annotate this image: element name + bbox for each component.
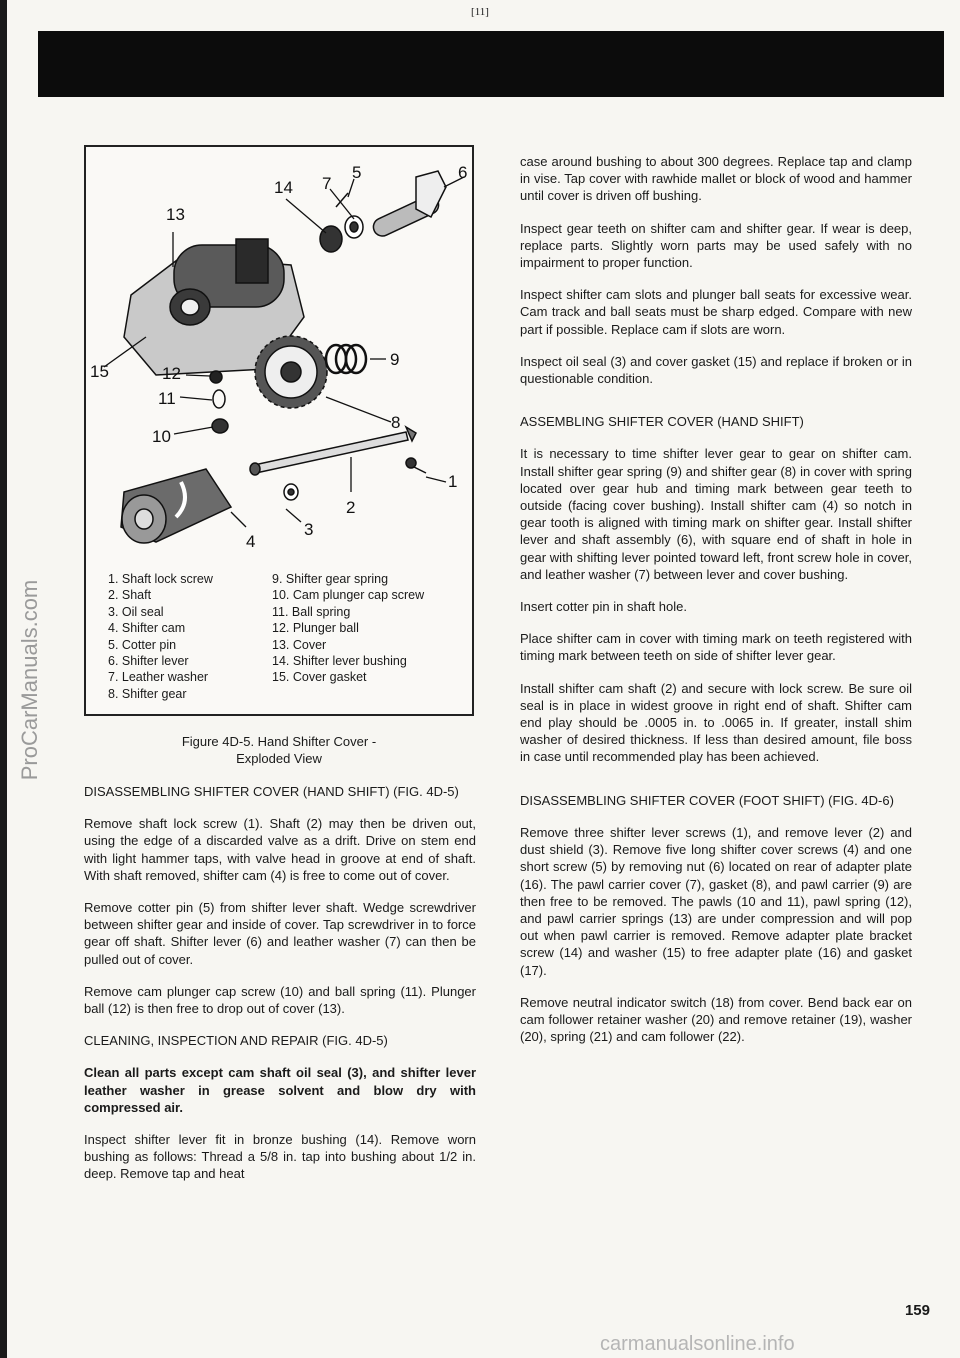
legend-item: 7. Leather washer [108,670,209,685]
scan-margin-bar [0,0,7,1358]
callout-4: 4 [246,532,256,551]
callout-3: 3 [304,520,314,539]
callout-15: 15 [90,362,109,381]
shifter-lever [370,171,446,239]
side-watermark: ProCarManuals.com [17,579,42,781]
legend-item: 1. Shaft lock screw [108,572,213,586]
paragraph: case around bushing to about 300 degrees. Replace tap and clamp in vise. Tap cover with rawhide mallet or block of wood and hammer until cover is driven off bushing. [520,154,912,204]
paragraph: Remove cam plunger cap screw (10) and ball spring (11). Plunger ball (12) is then free to drop out of cover (13). [84,983,476,1017]
shifter-gear [255,336,327,408]
shaft-lock-screw [406,458,426,473]
legend-item: 13. Cover [272,637,327,652]
shifter-cam [121,469,231,543]
callout-5: 5 [352,163,362,182]
left-text-column [84,783,476,1198]
section-heading: ASSEMBLING SHIFTER COVER (HAND SHIFT) [520,414,804,430]
callout-10: 10 [152,427,171,446]
callout-2: 2 [346,498,356,517]
caption-line: Exploded View [236,751,322,766]
header-banner [38,31,944,97]
exploded-view-figure [84,145,474,716]
exploded-view-illustration [86,147,472,567]
callout-7: 7 [322,174,332,193]
footer-watermark: carmanualsonline.info [600,1333,795,1355]
legend-item: 12. Plunger ball [272,621,359,636]
legend-item: 6. Shifter lever [108,654,189,669]
callout-13: 13 [166,205,185,224]
legend-item: 15. Cover gasket [272,670,367,685]
callout-11: 11 [158,389,176,408]
figure-caption [84,733,474,767]
paragraph: Inspect oil seal (3) and cover gasket (15) and replace if broken or in questionable condition. [520,353,912,387]
legend-item: 10. Cam plunger cap screw [272,588,425,603]
section-heading: DISASSEMBLING SHIFTER COVER (HAND SHIFT) (FIG. 4D-5) [84,784,459,799]
plunger-parts [210,371,228,433]
bushing-washer-pin [320,193,363,252]
legend-item: 5. Cotter pin [108,637,177,652]
caption-line: Figure 4D-5. Hand Shifter Cover - [181,734,377,749]
callout-6: 6 [458,163,468,182]
page-marker: [11] [471,6,489,18]
legend-item: 11. Ball spring [272,604,351,619]
paragraph: Place shifter cam in cover with timing mark on teeth registered with timing mark between teeth on side of shifter lever gear. [520,631,912,664]
paragraph: Inspect shifter lever fit in bronze bushing (14). Remove worn bushing as follows: Thread a 5/8 in. tap into bushing about 1/2 in. deep. Remove tap and heat [84,1132,476,1182]
paragraph: Clean all parts except cam shaft oil seal (3), and shifter lever leather washer in grease solvent and blow dry with compressed air. [84,1065,476,1115]
paragraph: Remove cotter pin (5) from shifter lever shaft. Wedge screwdriver between shifter gear and inside of cover. Tap screwdriver in to force gear off shaft. Shifter lever (6) and leather washer (7) can then be pulled out of cover. [84,900,476,967]
legend-item: 4. Shifter cam [108,621,186,636]
section-heading: DISASSEMBLING SHIFTER COVER (FOOT SHIFT) (FIG. 4D-6) [520,792,894,808]
legend-item: 2. Shaft [108,588,152,603]
legend-column-left [108,571,213,702]
legend-item: 14. Shifter lever bushing [272,654,407,669]
callout-1: 1 [448,472,458,491]
shifter-gear-spring [326,345,366,373]
legend-column-right [272,571,424,686]
paragraph: It is necessary to time shifter lever gear to gear on shifter cam. Install shifter gear spring (9) and shifter gear (8) in cover with spring located over gear hub and timing mark between gear teeth to outside (facing cover bushing). Install shifter cam (4) so notch in gear tooth is aligned with timing mark on shifter gear. Install shifter lever and shaft assembly (6), with square end of shaft in hole in gear with shifting lever pointed toward left, front screw hole in cover, and leather washer (7) between lever and cover bushing. [520,446,912,582]
paragraph: Insert cotter pin in shaft hole. [520,599,687,615]
legend-item: 9. Shifter gear spring [272,572,389,586]
paragraph: Install shifter cam shaft (2) and secure with lock screw. Be sure oil seal is in place in widest groove in right end of shaft. Shifter cam end play should be .0005 in. to .0065 in. If greater, install shim washer of desired thickness. If less than desired amount, file boss in case until recommended play has been achieved. [520,680,912,765]
paragraph: Remove shaft lock screw (1). Shaft (2) may then be driven out, using the edge of a discarded valve as a drift. Drive on stem end with light hammer taps, with valve head in groove at end of shaft. With shaft removed, shifter cam (4) is free to come out of cover. [84,816,476,883]
paragraph: Remove neutral indicator switch (18) from cover. Bend back ear on cam follower retainer washer (20) and remove retainer (19), washer (20), spring (21) and cam follower (22). [520,994,912,1045]
oil-seal [284,484,298,500]
legend-item: 3. Oil seal [108,604,164,619]
callout-8: 8 [391,413,401,432]
paragraph: Inspect gear teeth on shifter cam and shifter gear. If wear is deep, replace parts. Slightly worn parts may be used safely with no impairment to proper function. [520,220,912,271]
callout-14: 14 [274,178,293,197]
cam-shaft [250,427,416,475]
legend-item: 8. Shifter gear [108,686,187,701]
page-number: 159 [904,1302,930,1319]
right-text-column [520,153,912,1060]
paragraph: Inspect shifter cam slots and plunger ball seats for excessive wear. Cam track and ball seats must be sharp edged. Compare with new part if possible. Replace cam if slots are worn. [520,287,912,337]
section-heading: CLEANING, INSPECTION AND REPAIR (FIG. 4D-5) [84,1033,388,1049]
callout-9: 9 [390,350,400,369]
paragraph: Remove three shifter lever screws (1), and remove lever (2) and dust shield (3). Remove five long shifter cover screws (4) and one short screw (5) by removing nut (6) located on rear of adapter plate (16). The pawl carrier cover (7), gasket (8), and pawl carrier (9) are then free to be removed. The pawls (10 and 11), pawl spring (12), and pawl carrier springs (13) are under compression and will pop out when pawl carrier is removed. Remove adapter plate bracket screw (14) and washer (15) to free adapter plate (16) and gasket (17). [520,824,912,978]
callout-12: 12 [162,364,181,383]
